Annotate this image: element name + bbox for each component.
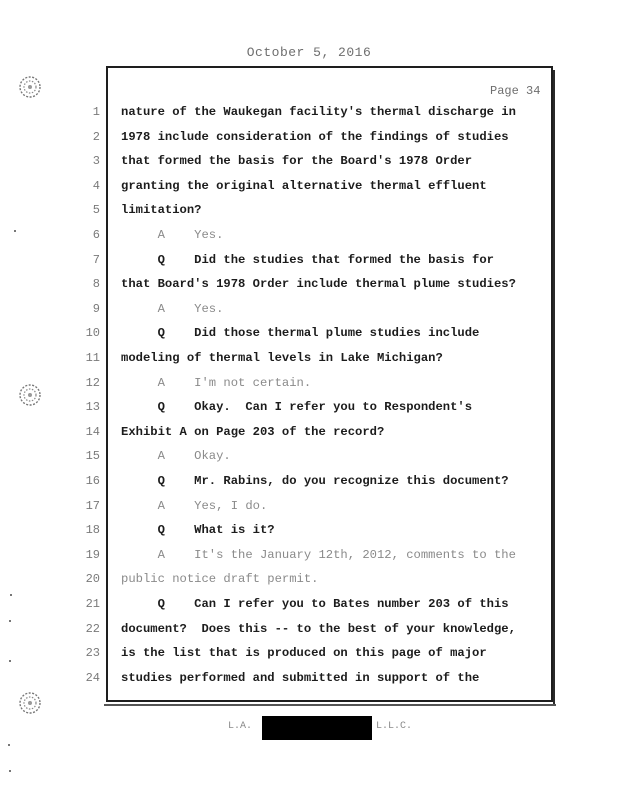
line-number: 18 — [85, 523, 100, 537]
transcript-line: Q Can I refer you to Bates number 203 of this — [121, 597, 509, 611]
line-number: 7 — [92, 253, 100, 267]
transcript-line: A Okay. — [121, 449, 231, 463]
line-number: 21 — [85, 597, 100, 611]
transcript-line: Q Did those thermal plume studies include — [121, 326, 480, 340]
line-number: 3 — [92, 154, 100, 168]
transcript-line: limitation? — [121, 203, 202, 217]
transcript-line: A It's the January 12th, 2012, comments to the — [121, 548, 516, 562]
line-number: 16 — [85, 474, 100, 488]
transcript-line: A Yes. — [121, 302, 224, 316]
scan-speck — [10, 594, 12, 596]
line-number: 4 — [92, 179, 100, 193]
transcript-line: public notice draft permit. — [121, 572, 319, 586]
line-number: 24 — [85, 671, 100, 685]
scan-speck — [8, 744, 10, 746]
line-number: 20 — [85, 572, 100, 586]
line-number: 6 — [92, 228, 100, 242]
transcript-line: Q Mr. Rabins, do you recognize this document? — [121, 474, 509, 488]
transcript-line: studies performed and submitted in support of the — [121, 671, 480, 685]
scan-speck — [14, 230, 16, 232]
transcript-line: Exhibit A on Page 203 of the record? — [121, 425, 385, 439]
line-number: 10 — [85, 326, 100, 340]
footer-left-text: L.A. — [228, 721, 253, 732]
line-number: 11 — [85, 351, 100, 365]
transcript-line: A Yes. — [121, 228, 224, 242]
redaction-block — [262, 716, 372, 740]
transcript-line: A I'm not certain. — [121, 376, 312, 390]
transcript-line: 1978 include consideration of the findings of studies — [121, 130, 509, 144]
transcript-line: nature of the Waukegan facility's thermal discharge in — [121, 105, 516, 119]
seal-stamp-icon — [17, 74, 43, 100]
footer-right-text: L.L.C. — [376, 721, 413, 732]
page-label: Page 34 — [490, 84, 541, 98]
transcript-line: granting the original alternative thermal effluent — [121, 179, 487, 193]
header-date: October 5, 2016 — [246, 45, 372, 60]
transcript-line: Q Did the studies that formed the basis for — [121, 253, 494, 267]
transcript-line: that Board's 1978 Order include thermal plume studies? — [121, 277, 516, 291]
line-number: 19 — [85, 548, 100, 562]
line-number: 2 — [92, 130, 100, 144]
line-number: 23 — [85, 646, 100, 660]
line-number: 8 — [92, 277, 100, 291]
transcript-line: Q What is it? — [121, 523, 275, 537]
transcript-line: document? Does this -- to the best of your knowledge, — [121, 622, 516, 636]
line-number: 12 — [85, 376, 100, 390]
scan-speck — [9, 620, 11, 622]
line-number: 13 — [85, 400, 100, 414]
transcript-line: Q Okay. Can I refer you to Respondent's — [121, 400, 473, 414]
seal-stamp-icon — [17, 690, 43, 716]
frame-shadow-divider — [553, 70, 555, 704]
scan-speck — [9, 660, 11, 662]
line-number: 22 — [85, 622, 100, 636]
transcript-line: is the list that is produced on this page of major — [121, 646, 487, 660]
line-number: 14 — [85, 425, 100, 439]
line-number: 9 — [92, 302, 100, 316]
transcript-line: A Yes, I do. — [121, 499, 268, 513]
line-number: 15 — [85, 449, 100, 463]
frame-bottom-divider — [104, 704, 556, 706]
line-number: 17 — [85, 499, 100, 513]
transcript-line: modeling of thermal levels in Lake Michigan? — [121, 351, 443, 365]
scan-speck — [9, 770, 11, 772]
line-number: 1 — [92, 105, 100, 119]
transcript-line: that formed the basis for the Board's 1978 Order — [121, 154, 473, 168]
seal-stamp-icon — [17, 382, 43, 408]
line-number: 5 — [92, 203, 100, 217]
